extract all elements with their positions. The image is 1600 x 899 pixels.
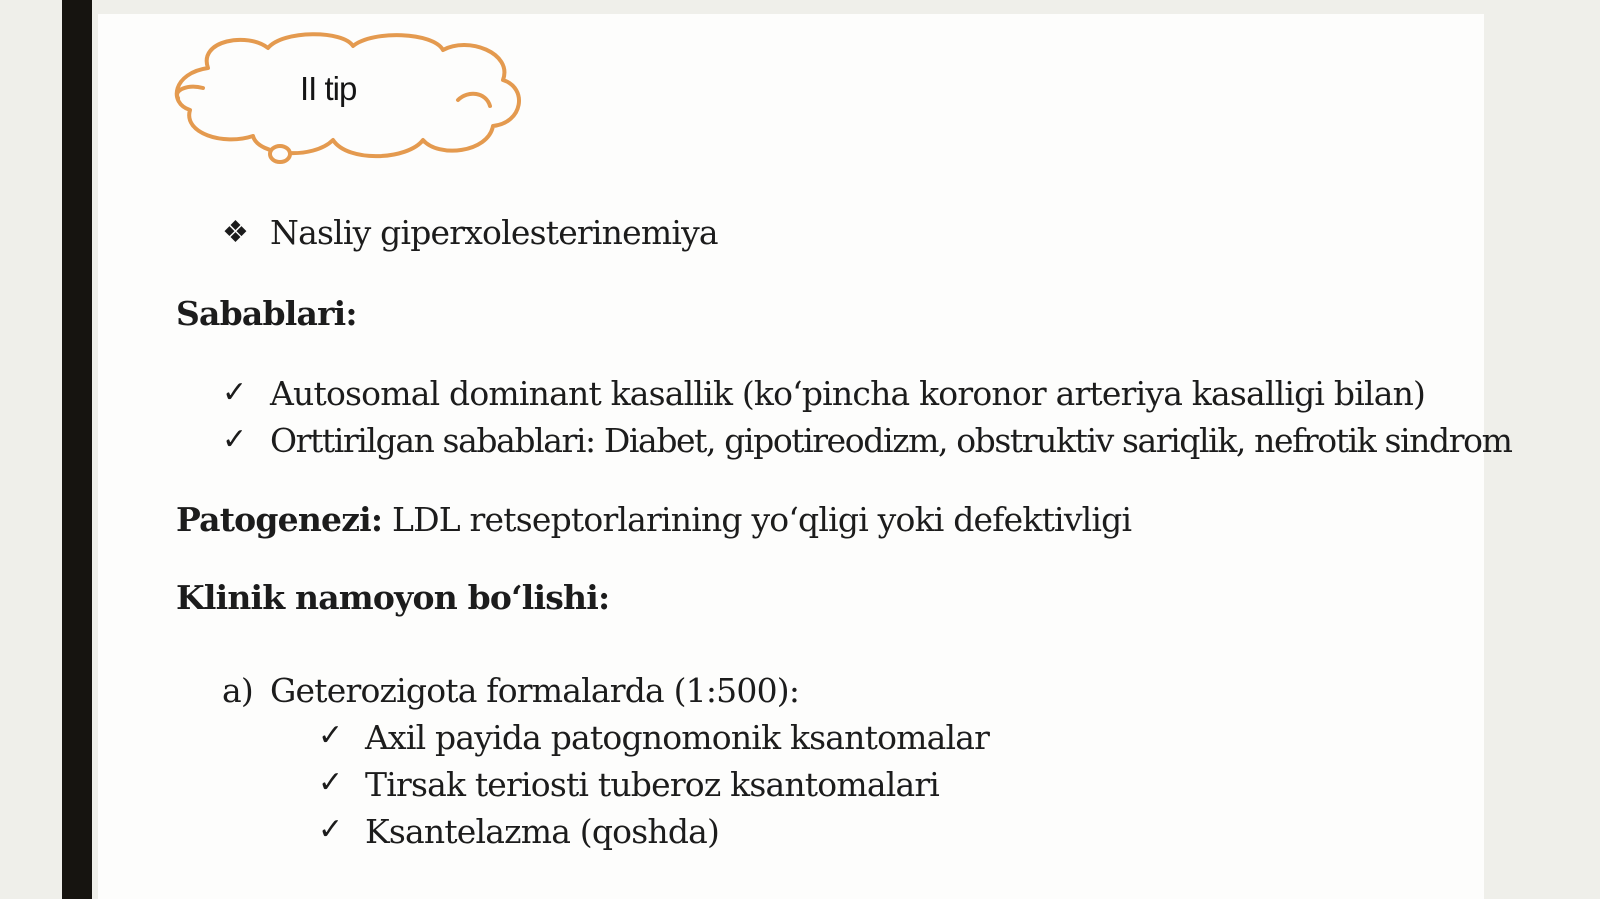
- causes-heading: Sabablari:: [176, 294, 357, 333]
- left-accent-bar: [62, 0, 92, 899]
- pathogenesis-line: [176, 500, 1131, 540]
- check-icon: ✓: [222, 422, 248, 457]
- cause-item: Autosomal dominant kasallik (koʻpincha koronor arteriya kasalligi bilan): [270, 374, 1426, 413]
- check-icon: ✓: [318, 812, 344, 847]
- cause-item: Orttirilgan sabablari: Diabet, gipotireodizm, obstruktiv sariqlik, nefrotik sindrom: [270, 421, 1512, 460]
- sub-a-item: Axil payida patognomonik ksantomalar: [365, 718, 990, 757]
- type-bullet-text: Nasliy giperxolesterinemiya: [270, 213, 718, 252]
- sub-a-text: Geterozigota formalarda (1:500):: [270, 671, 800, 710]
- check-icon: ✓: [318, 718, 344, 753]
- clinical-heading: Klinik namoyon boʻlishi:: [176, 578, 610, 617]
- sub-a-item: Tirsak teriosti tuberoz ksantomalari: [365, 765, 940, 804]
- sub-a-marker: a): [222, 671, 253, 710]
- check-icon: ✓: [222, 375, 248, 410]
- pathogenesis-heading: Patogenezi:: [176, 500, 383, 539]
- sub-a-item: Ksantelazma (qoshda): [365, 812, 720, 851]
- type-label: II tip: [300, 70, 357, 107]
- diamond-bullet-icon: ❖: [222, 215, 249, 250]
- pathogenesis-text: LDL retseptorlarining yoʻqligi yoki defektivligi: [391, 500, 1132, 539]
- check-icon: ✓: [318, 765, 344, 800]
